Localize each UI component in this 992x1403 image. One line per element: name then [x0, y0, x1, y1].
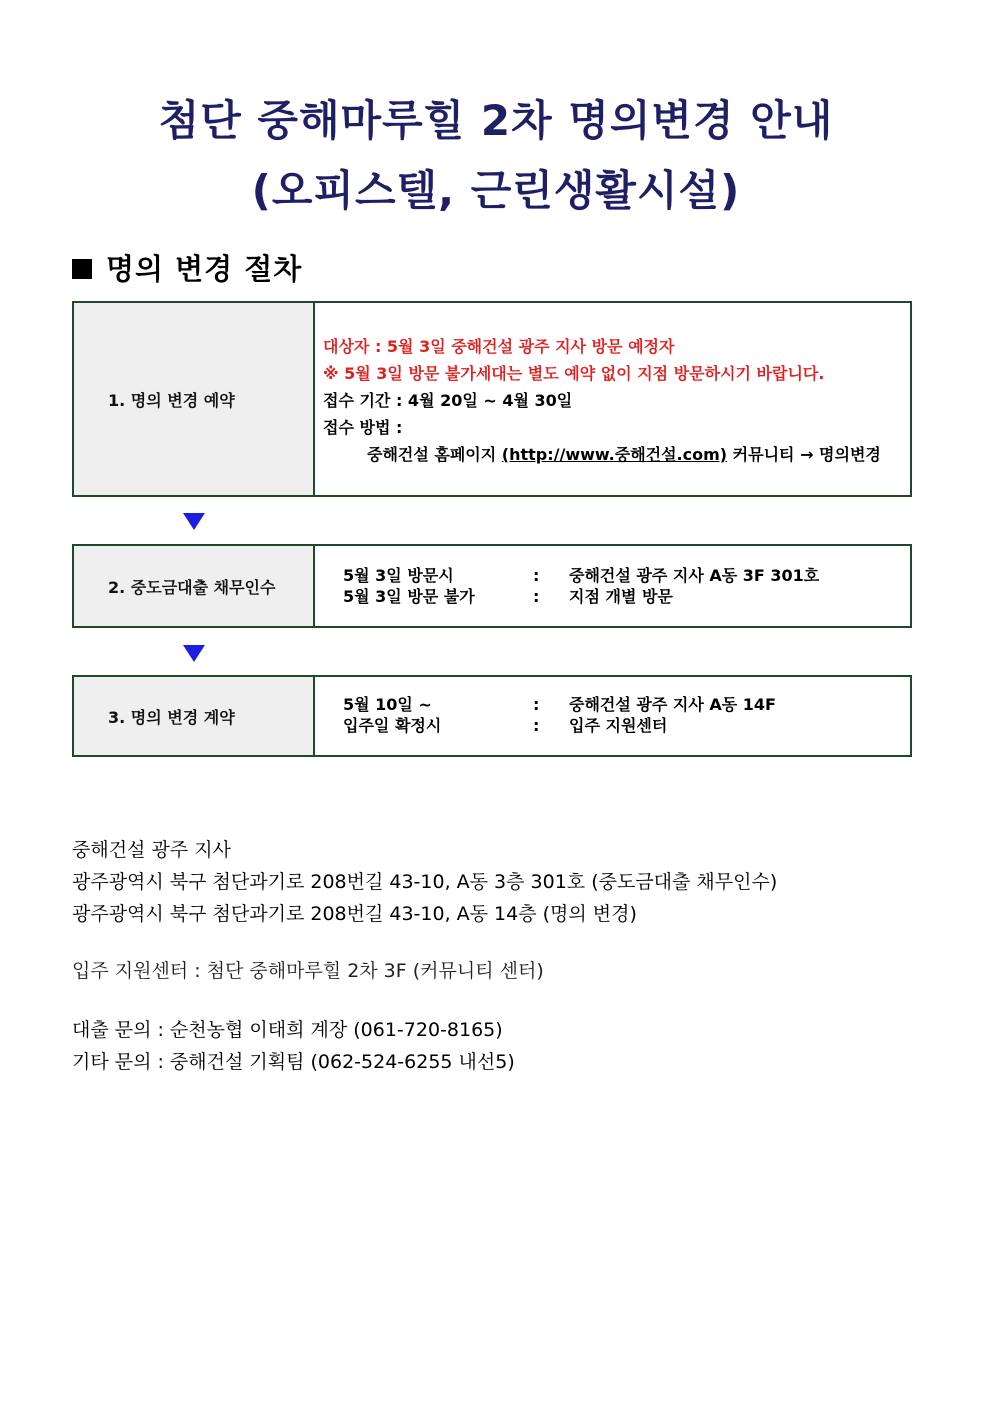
- schedule-where: 지점 개별 방문: [569, 587, 673, 606]
- schedule-sep: :: [533, 716, 540, 735]
- step-3-label: 3. 명의 변경 계약: [74, 677, 315, 755]
- step-3-box: [72, 675, 912, 757]
- support-center-info: 입주 지원센터 : 첨단 중해마루힐 2차 3F (커뮤니티 센터): [72, 960, 544, 982]
- down-arrow-icon: [183, 513, 205, 530]
- method-suffix: 커뮤니티 → 명의변경: [727, 445, 881, 464]
- office-info: [72, 834, 777, 930]
- step-1-method-label: 접수 방법 :: [323, 418, 403, 437]
- section-heading-text: 명의 변경 절차: [106, 252, 303, 286]
- schedule-where: 중해건설 광주 지사 A동 3F 301호: [569, 566, 820, 585]
- office-address-2: 광주광역시 북구 첨단과기로 208번길 43-10, A동 14층 (명의 변경): [72, 903, 637, 925]
- contact-info: [72, 1014, 515, 1078]
- schedule-sep: :: [533, 566, 540, 585]
- step-1-content: [315, 303, 910, 495]
- step-1-target: 대상자 : 5월 3일 중해건설 광주 지사 방문 예정자: [323, 337, 675, 356]
- schedule-when: 5월 3일 방문시: [343, 566, 454, 585]
- step-1-box: [72, 301, 912, 497]
- office-address-1: 광주광역시 북구 첨단과기로 208번길 43-10, A동 3층 301호 (중도금대출 채무인수): [72, 871, 778, 893]
- loan-contact: 대출 문의 : 순천농협 이태희 계장 (061-720-8165): [72, 1019, 503, 1041]
- step-2-box: [72, 544, 912, 628]
- schedule-where: 중해건설 광주 지사 A동 14F: [569, 695, 776, 714]
- step-3-content: [315, 677, 910, 755]
- office-name: 중해건설 광주 지사: [72, 839, 231, 861]
- step-1-label: 1. 명의 변경 예약: [74, 303, 315, 495]
- schedule-when: 입주일 확정시: [343, 716, 442, 735]
- step-2-label: 2. 중도금대출 채무인수: [74, 546, 315, 626]
- method-prefix: 중해건설 홈페이지: [367, 445, 502, 464]
- other-contact: 기타 문의 : 중해건설 기획팀 (062-524-6255 내선5): [72, 1051, 515, 1073]
- step-1-period: 접수 기간 : 4월 20일 ~ 4월 30일: [323, 391, 573, 410]
- step-2-content: [315, 546, 910, 626]
- schedule-sep: :: [533, 587, 540, 606]
- down-arrow-icon: [183, 645, 205, 662]
- schedule-sep: :: [533, 695, 540, 714]
- step-1-notice: ※ 5월 3일 방문 불가세대는 별도 예약 없이 지점 방문하시기 바랍니다.: [323, 364, 825, 383]
- homepage-link[interactable]: (http://www.중해건설.com): [501, 445, 728, 464]
- square-bullet-icon: [72, 259, 92, 279]
- schedule-when: 5월 10일 ~: [343, 695, 432, 714]
- schedule-when: 5월 3일 방문 불가: [343, 587, 475, 606]
- page-subtitle: (오피스텔, 근린생활시설): [251, 166, 741, 215]
- step-1-method: [323, 441, 910, 468]
- schedule-where: 입주 지원센터: [569, 716, 668, 735]
- section-heading: [72, 247, 302, 288]
- page-title: 첨단 중해마루힐 2차 명의변경 안내: [158, 96, 834, 145]
